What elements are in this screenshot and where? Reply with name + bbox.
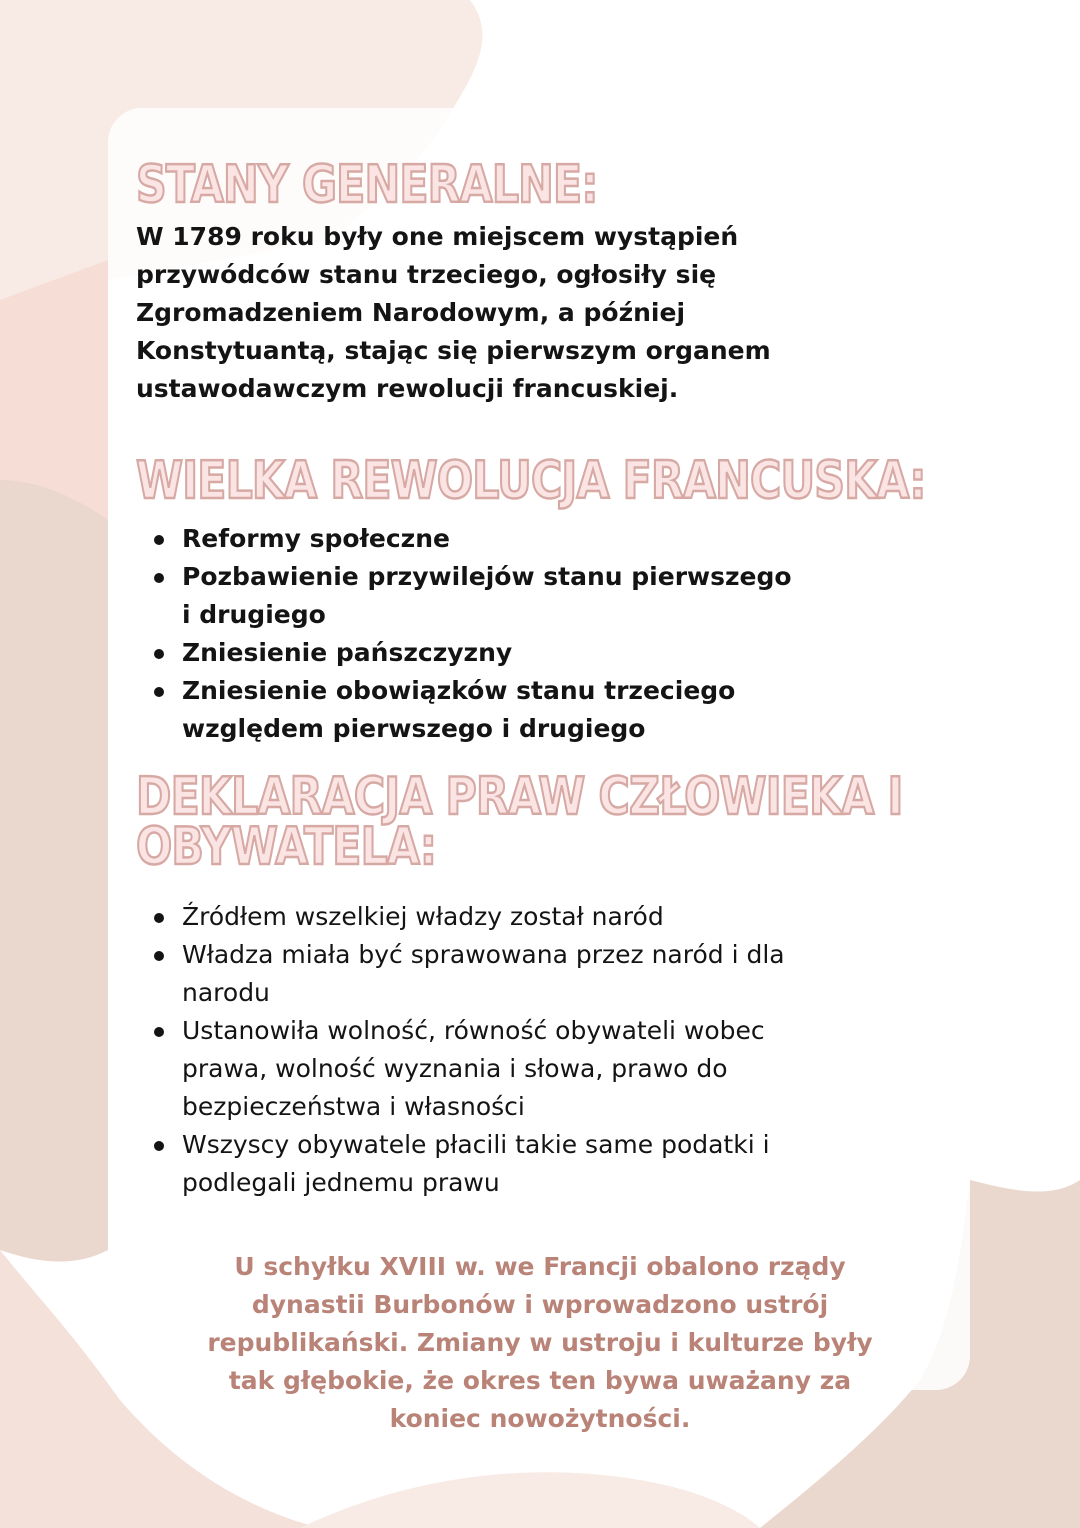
heading-deklaracja [136,767,903,877]
heading-stany-generalne: STANY GENERALNE: [136,155,598,215]
stany-generalne-text: W 1789 roku były one miejscem wystąpień przywódców stanu trzeciego, ogłosiły się Zgromadzeniem Narodowym, a później Konstytuantą, stając się pierwszym organem ustawodawczym rewolucji francuskiej. [136,222,771,403]
list-item: Ustanowiła wolność, równość obywateli wobec prawa, wolność wyznania i słowa, prawo do bezpieczeństwa i własności [136,1012,796,1126]
heading-deklaracja-line1: DEKLARACJA PRAW CZŁOWIEKA I [136,767,903,827]
list-item: Władza miała być sprawowana przez naród i dla narodu [136,936,796,1012]
content [136,150,936,1202]
list-item: Źródłem wszelkiej władzy został naród [136,898,796,936]
list-item: Zniesienie pańszczyzny [136,634,796,672]
list-item: Reformy społeczne [136,520,796,558]
list-item: Pozbawienie przywilejów stanu pierwszego i drugiego [136,558,796,634]
deklaracja-list [136,898,796,1202]
closing-summary: U schyłku XVIII w. we Francji obalono rządy dynastii Burbonów i wprowadzono ustrój republikański. Zmiany w ustroju i kulturze były tak głębokie, że okres ten bywa uważany za koniec nowożytności. [207,1252,873,1433]
left-beige-shape [0,478,108,1262]
heading-deklaracja-line2: OBYWATELA: [136,817,437,877]
heading-wielka-rewolucja: WIELKA REWOLUCJA FRANCUSKA: [136,451,926,511]
list-item: Wszyscy obywatele płacili takie same podatki i podlegali jednemu prawu [136,1126,796,1202]
list-item: Zniesienie obowiązków stanu trzeciego względem pierwszego i drugiego [136,672,796,748]
left-blush-shape [0,260,108,520]
rewolucja-list [136,520,796,748]
bottom-center-blush-shape [300,1472,760,1528]
